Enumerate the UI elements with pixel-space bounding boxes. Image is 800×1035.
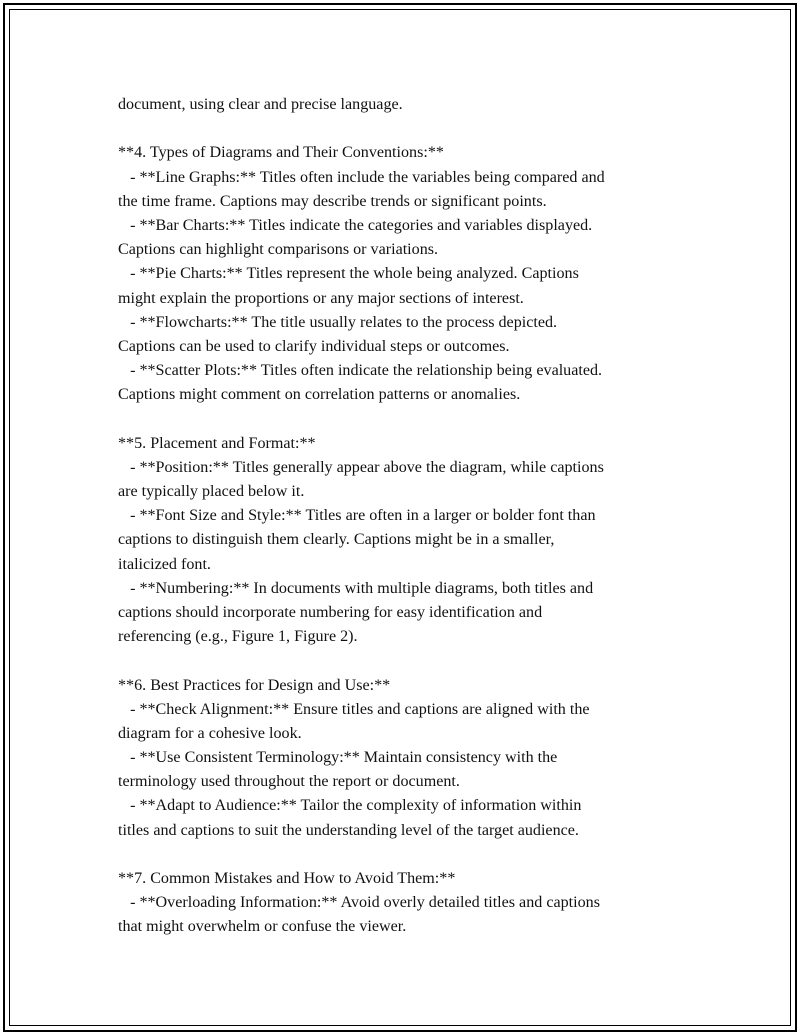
text-line: document, using clear and precise language. xyxy=(118,96,403,113)
text-line: - **Adapt to Audience:** Tailor the complexity of information within xyxy=(118,797,582,815)
text-line: Captions might comment on correlation patterns or anomalies. xyxy=(118,386,521,404)
text-line: - **Overloading Information:** Avoid overly detailed titles and captions xyxy=(118,894,600,912)
text-line: - **Font Size and Style:** Titles are often in a larger or bolder font than xyxy=(118,507,596,525)
paragraph-gap xyxy=(118,407,688,431)
text-line: captions should incorporate numbering for easy identification and xyxy=(118,603,543,621)
text-line: captions to distinguish them clearly. Captions might be in a smaller, xyxy=(118,531,555,549)
text-line: are typically placed below it. xyxy=(118,483,305,500)
section-heading: **6. Best Practices for Design and Use:** xyxy=(118,676,391,694)
section-heading: **7. Common Mistakes and How to Avoid Them:** xyxy=(118,870,456,887)
section-placement-format xyxy=(118,432,688,650)
text-line: Captions can be used to clarify individual steps or outcomes. xyxy=(118,337,510,355)
text-line: - **Use Consistent Terminology:** Maintain consistency with the xyxy=(118,749,558,767)
text-line: italicized font. xyxy=(118,555,211,573)
text-line: might explain the proportions or any major sections of interest. xyxy=(118,289,524,307)
text-line: - **Position:** Titles generally appear above the diagram, while captions xyxy=(118,458,604,476)
text-line: Captions can highlight comparisons or variations. xyxy=(118,241,439,259)
text-line: - **Scatter Plots:** Titles often indicate the relationship being evaluated. xyxy=(118,362,603,380)
text-line: - **Pie Charts:** Titles represent the whole being analyzed. Captions xyxy=(118,265,579,283)
section-heading: **5. Placement and Format:** xyxy=(118,434,316,452)
text-line: the time frame. Captions may describe trends or significant points. xyxy=(118,192,547,210)
text-line: diagram for a cohesive look. xyxy=(118,724,302,742)
text-line: that might overwhelm or confuse the viewer. xyxy=(118,918,407,936)
text-line: terminology used throughout the report or document. xyxy=(118,773,460,791)
text-line: - **Line Graphs:** Titles often include the variables being compared and xyxy=(118,168,605,186)
section-diagram-types xyxy=(118,141,688,407)
text-line: referencing (e.g., Figure 1, Figure 2). xyxy=(118,628,358,646)
paragraph-gap xyxy=(118,649,688,673)
text-line: titles and captions to suit the understanding level of the target audience. xyxy=(118,821,579,839)
document-text xyxy=(118,93,688,940)
text-line: - **Check Alignment:** Ensure titles and captions are aligned with the xyxy=(118,700,590,718)
paragraph-gap xyxy=(118,117,688,141)
section-best-practices xyxy=(118,674,688,843)
paragraph-gap xyxy=(118,843,688,867)
text-line: - **Bar Charts:** Titles indicate the categories and variables displayed. xyxy=(118,216,593,234)
section-common-mistakes xyxy=(118,867,688,940)
text-line: - **Numbering:** In documents with multiple diagrams, both titles and xyxy=(118,579,594,597)
text-line: - **Flowcharts:** The title usually relates to the process depicted. xyxy=(118,313,558,331)
section-heading: **4. Types of Diagrams and Their Conventions:** xyxy=(118,144,444,162)
